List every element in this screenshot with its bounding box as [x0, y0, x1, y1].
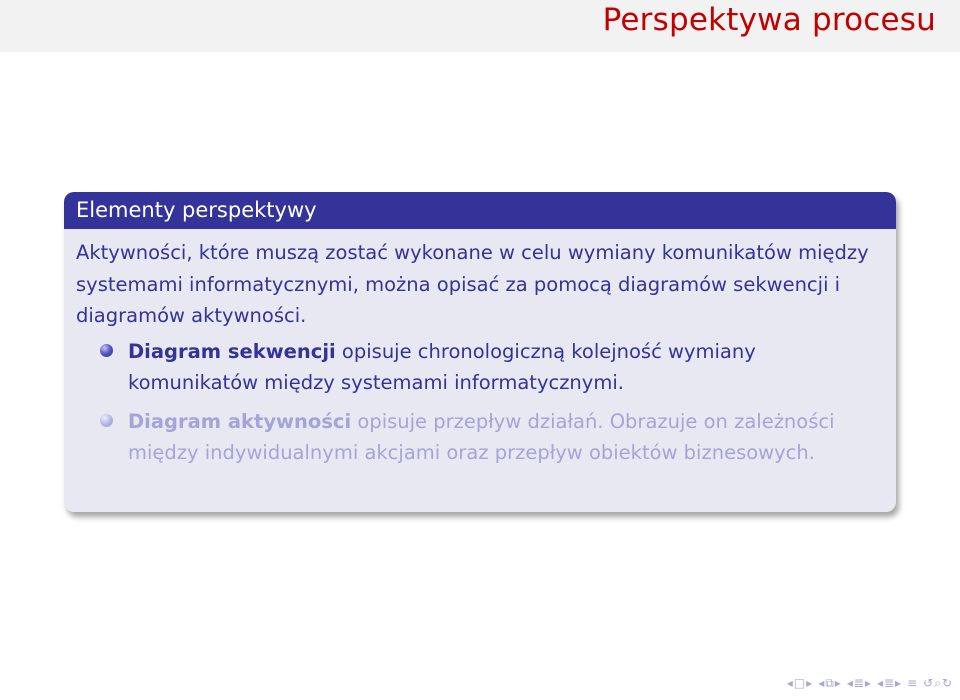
ball-bullet-icon	[100, 414, 113, 427]
list-item-sequence-diagram	[76, 336, 858, 399]
beamer-navigation-bar	[787, 674, 952, 692]
nav-search-group	[923, 676, 952, 691]
undo-icon[interactable]: ↺	[923, 676, 934, 690]
subsection-icon: ≣	[853, 676, 864, 690]
block-body	[64, 229, 896, 469]
ball-bullet-icon	[100, 344, 113, 357]
next-subsection-icon[interactable]: ▸	[864, 676, 871, 690]
section-icon: ≣	[883, 676, 895, 690]
nav-section-group	[877, 676, 901, 690]
item-term: Diagram sekwencji	[128, 339, 336, 363]
prev-subsection-icon[interactable]: ◂	[846, 676, 853, 690]
redo-icon[interactable]: ↻	[941, 676, 952, 690]
align-icon[interactable]: ≡	[907, 676, 918, 690]
prev-slide-icon[interactable]: ◂	[786, 676, 793, 690]
next-section-icon[interactable]: ▸	[895, 676, 902, 690]
next-frame-icon[interactable]: ▸	[834, 676, 841, 690]
frame-box-icon: ⧉	[825, 675, 834, 690]
item-list	[76, 336, 884, 469]
item-text: opisuje przepływ działań. Obrazuje on zależności między indywidualnymi akcjami oraz przepływ obiektów biznesowych.	[128, 409, 835, 464]
list-item-activity-diagram	[76, 406, 858, 469]
frame-header-bar	[0, 0, 960, 52]
next-slide-icon[interactable]: ▸	[806, 676, 813, 690]
slide-box-icon: □	[793, 676, 806, 690]
intro-paragraph: Aktywności, które muszą zostać wykonane w celu wymiany komunikatów między systemami informatycznymi, można opisać za pomocą diagramów sekwencji i diagramów aktywności.	[76, 241, 869, 327]
nav-slide-group	[787, 676, 812, 690]
block-title: Elementy perspektywy	[64, 192, 896, 229]
prev-section-icon[interactable]: ◂	[876, 676, 883, 690]
nav-subsection-group	[847, 676, 871, 690]
frame-title: Perspektywa procesu	[602, 2, 936, 38]
nav-frame-group	[818, 676, 841, 691]
content-block	[64, 192, 896, 512]
item-term: Diagram aktywności	[128, 409, 352, 433]
search-icon[interactable]: ⌕	[934, 675, 941, 690]
item-text: opisuje chronologiczną kolejność wymiany komunikatów między systemami informatycznymi.	[128, 339, 756, 394]
prev-frame-icon[interactable]: ◂	[818, 676, 825, 690]
